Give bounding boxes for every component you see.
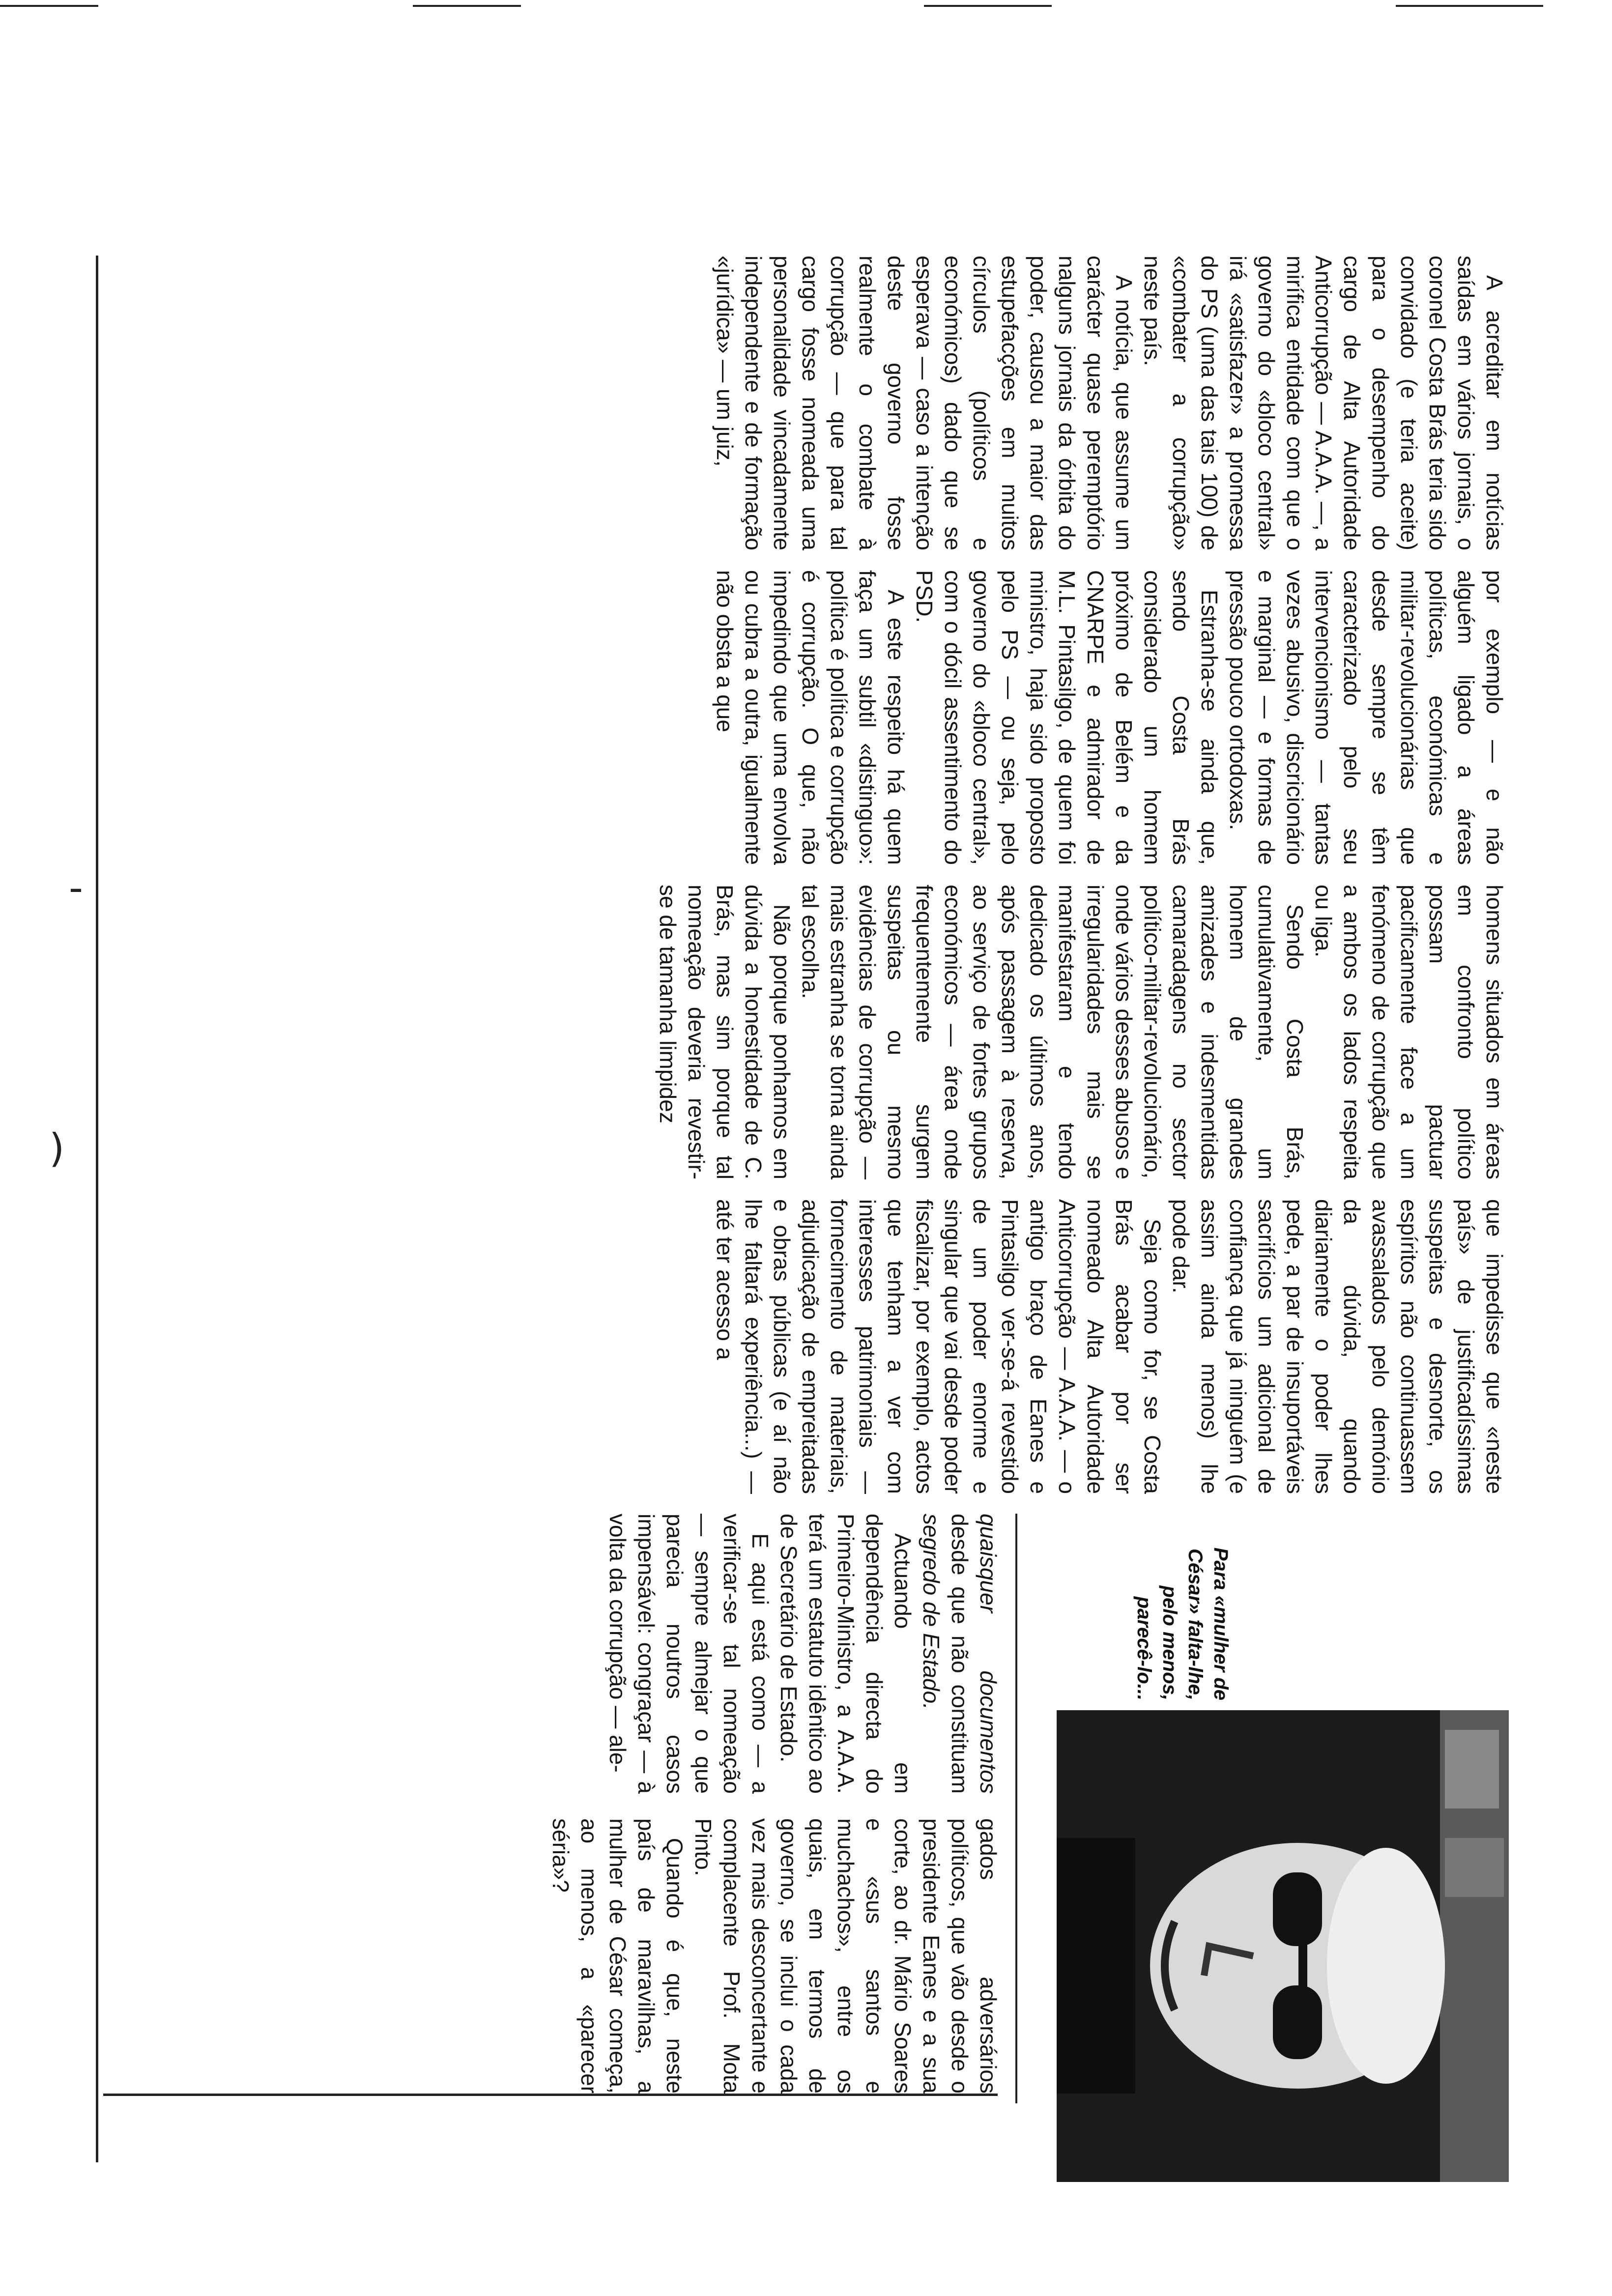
article-column-4	[711, 1199, 1509, 1494]
article-column-3	[654, 885, 1509, 1179]
italic-text: quaisquer documentos	[976, 1514, 1001, 1794]
article-column-1	[711, 256, 1509, 550]
article-column-6	[547, 1818, 1003, 2094]
paragraph: Quando é que, neste país de maravilhas, a mulher de César começa, ao menos, a «parecer séria»?	[548, 1818, 688, 2094]
article-column-5	[604, 1514, 1003, 1794]
text-run: desde que não constituam	[947, 1514, 973, 1794]
paragraph: Não porque ponhamos em dúvida a honestidade de C. Brás, mas sim porque tal nomeação deveria revestir-se de tamanha limpidez	[655, 885, 795, 1179]
newspaper-article	[84, 256, 1509, 2197]
paragraph: A este respeito há quem faça um subtil «distinguo»: política é política e corrupção é corrupção. O que, não impedindo que uma envolva ou cubra a outra, igualmente não obsta a que	[712, 570, 909, 865]
column-rule	[103, 2094, 998, 2096]
paragraph: Estranha-se ainda que, sendo Costa Brás considerado um homem próximo de Belém e da CNARPE e admirador de M.L. Pintasilgo, de quem foi ministro, haja sido proposto pelo PS — ou seja, pelo governo do «bloco central», com o dócil assentimento do PSD.	[912, 570, 1222, 865]
paragraph: A acreditar em notícias saídas em vários jornais, o coronel Costa Brás teria sido convidado (e teria aceite) para o desempenho do cargo de Alta Autoridade Anticorrupção — A.A.A. —, a mirífica entidade com que o governo do «bloco central» irá «satisfazer» a promessa do PS (uma das tais 100) de «combater a corrupção» neste país.	[1140, 256, 1507, 550]
scan-mark: ‐	[69, 865, 83, 911]
paragraph: Sendo Costa Brás, cumulativamente, um homem de grandes amizades e indesmentidas camaradagens no sector político-militar-revolucionário, onde vários desses abusos e irregularidades mais se manifestaram e tendo dedicado os últimos anos, após passagem à reserva, ao serviço de fortes grupos económicos — área onde frequentemente surgem suspeitas ou mesmo evidências de corrupção — mais estranha se torna ainda tal escolha.	[798, 885, 1308, 1179]
photo-caption: Para «mulher de César» falta-lhe, pelo menos, parecê-lo...	[1133, 1547, 1232, 1700]
portrait-image	[1057, 1710, 1509, 2182]
paragraph: gados adversários políticos, que vão desde o presidente Eanes e a sua corte, ao dr. Mário Soares e «sus santos e muchachos», entre os quais, em termos de governo, se inclui o cada vez mais desconcertante e complacente Prof. Mota Pinto.	[691, 1818, 1001, 2094]
paragraph: Seja como for, se Costa Brás acabar por ser nomeado Alta Autoridade Anticorrupção — A.A.A. — o antigo braço de Eanes e Pintasilgo ver-se-á revestido de um poder enorme e singular que vai desde poder fiscalizar, por exemplo, actos que tenham a ver com interesses patrimoniais — fornecimento de materiais, adjudicação de empreitadas e obras públicas (e aí não lhe faltará experiência...) — até ter acesso a	[712, 1199, 1165, 1494]
scan-mark: )	[49, 1125, 65, 1171]
paragraph: E aqui está como — a verificar-se tal nomeação — sempre almejar o que parecia noutros casos impensável: congraçar — à volta da corrupção — ale-	[605, 1514, 773, 1794]
article-column-2	[711, 570, 1509, 865]
paragraph: A notícia, que assume um carácter quase peremptório nalguns jornais da órbita do poder, causou a maior das estupefacções em muitos círculos (políticos e económicos) dado que se esperava — caso a intenção deste governo fosse realmente o combate à corrupção — que para tal cargo fosse nomeada uma personalidade vincadamente independente e de formação «jurídica» — um juiz,	[712, 256, 1137, 550]
column-rule	[96, 256, 98, 2162]
column-rule	[1015, 1514, 1017, 2103]
paragraph-intro	[917, 1514, 1003, 1794]
paragraph: que impedisse que «neste país» de justificadíssimas suspeitas e desnorte, os espíritos não continuassem avassalados pelo demónio da dúvida, quando diariamente o poder lhes pede, a par de insuportáveis sacrifícios um adicional de confiança que já ninguém (e assim ainda menos) lhe pode dar.	[1168, 1199, 1507, 1494]
paragraph: por exemplo — e não alguém ligado a áreas políticas, económicas e militar-revolucionárias que desde sempre se têm caracterizado pelo seu intervencionismo — tantas vezes abusivo, discricionário e marginal — e formas de pressão pouco ortodoxas.	[1225, 570, 1507, 865]
paragraph: homens situados em áreas em confronto político possam pactuar pacificamente face a um fenómeno de corrupção que a ambos os lados respeita ou liga.	[1311, 885, 1507, 1179]
paragraph: Actuando em dependência directa do Primeiro-Ministro, a A.A.A. terá um estatuto idêntico ao de Secretário de Estado.	[776, 1514, 916, 1794]
italic-text: segredo de Estado.	[919, 1514, 944, 1710]
portrait-photo	[1057, 1710, 1509, 2182]
